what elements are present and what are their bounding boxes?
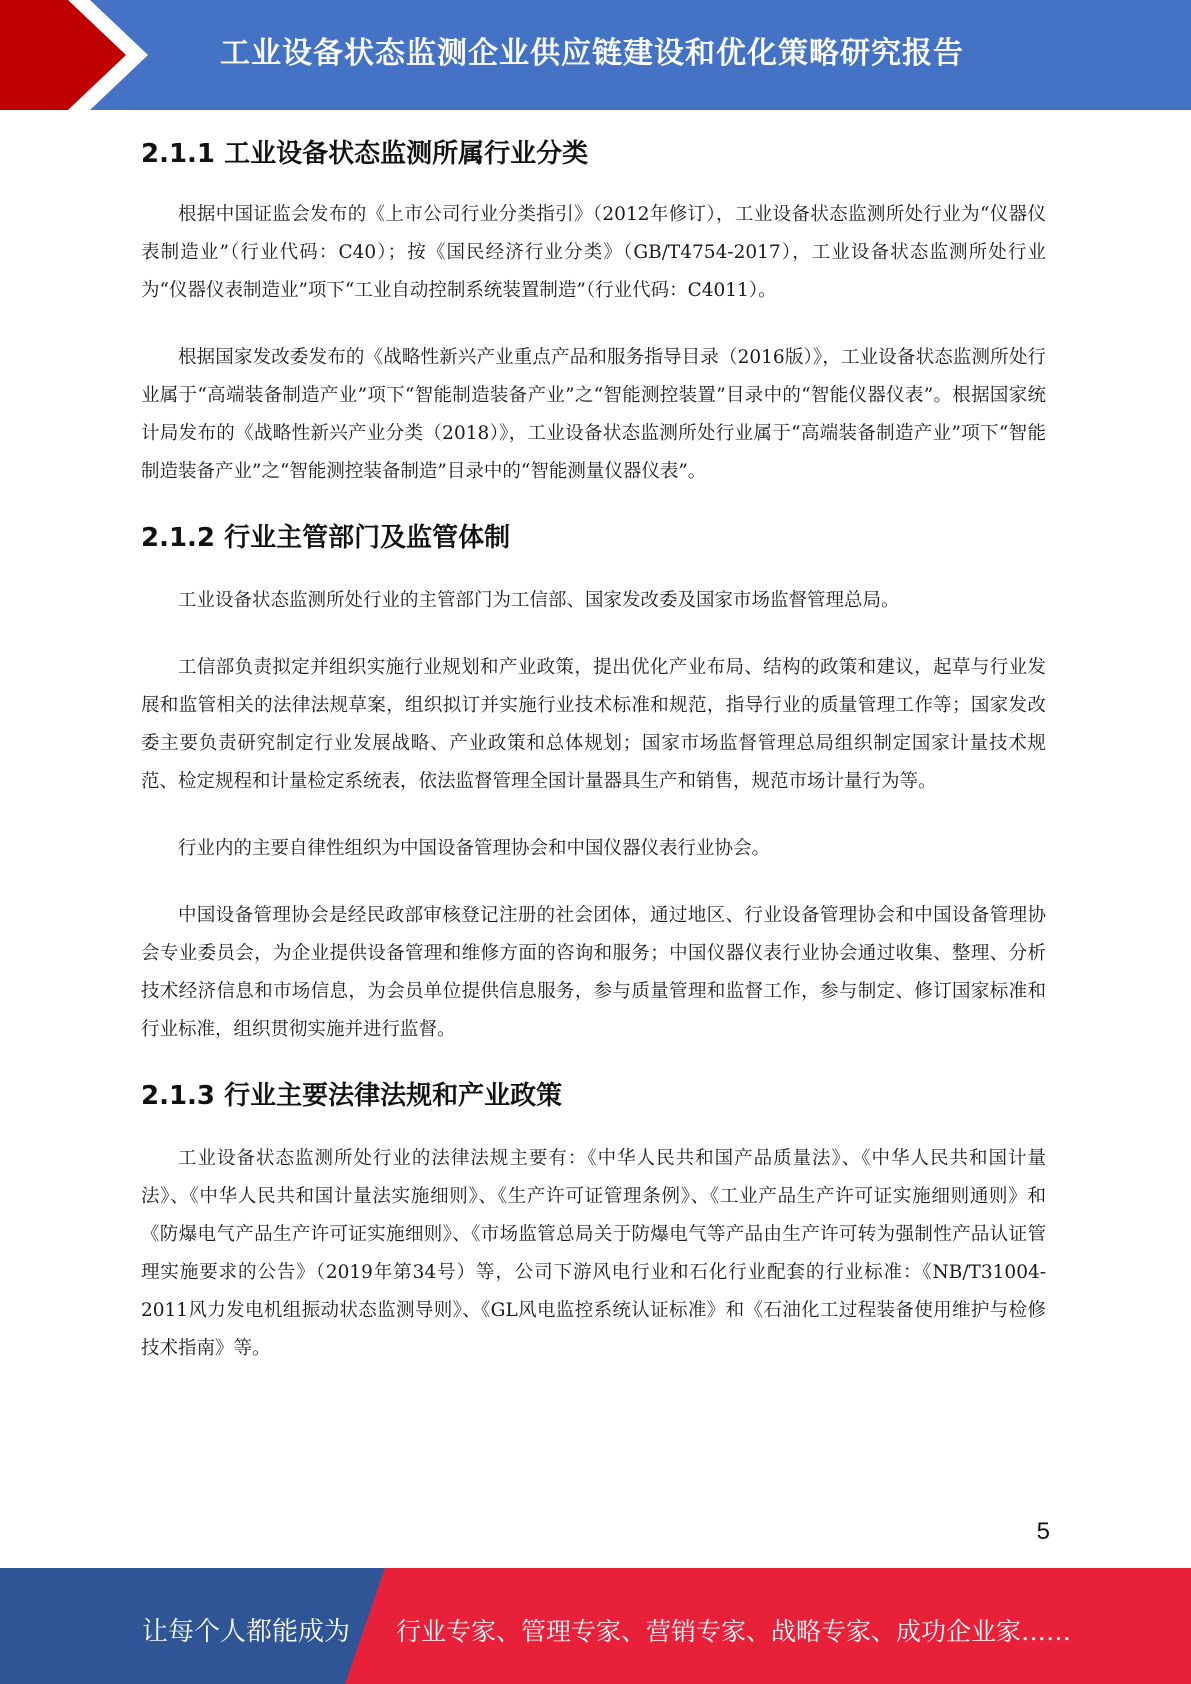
footer-slogan-right: 行业专家、管理专家、营销专家、战略专家、成功企业家…… — [396, 1617, 1072, 1646]
page-number: 5 — [1036, 1518, 1050, 1545]
section-heading-2-1-2: 2.1.2 行业主管部门及监管体制 — [141, 523, 511, 553]
paragraph: 工信部负责拟定并组织实施行业规划和产业政策，提出优化产业布局、结构的政策和建议，起草与行业发展和监管相关的法律法规草案，组织拟订并实施行业技术标准和规范，指导行业的质量管理工作等；国家发改委主要负责研究制定行业发展战略、产业政策和总体规划；国家市场监督管理总局组织制定国家计量技术规范、检定规程和计量检定系统表，依法监督管理全国计量器具生产和销售，规范市场计量行为等。 — [141, 657, 1046, 792]
footer-slogan-left: 让每个人都能成为 — [142, 1617, 351, 1647]
section-heading-2-1-3: 2.1.3 行业主要法律法规和产业政策 — [141, 1081, 563, 1111]
paragraph: 行业内的主要自律性组织为中国设备管理协会和中国仪器仪表行业协会。 — [178, 838, 771, 859]
paragraph: 中国设备管理协会是经民政部审核登记注册的社会团体，通过地区、行业设备管理协会和中国设备管理协会专业委员会，为企业提供设备管理和维修方面的咨询和服务；中国仪器仪表行业协会通过收集、整理、分析技术经济信息和市场信息，为会员单位提供信息服务，参与质量管理和监督工作，参与制定、修订国家标准和行业标准，组织贯彻实施并进行监督。 — [141, 905, 1046, 1040]
paragraph: 工业设备状态监测所处行业的法律法规主要有：《中华人民共和国产品质量法》、《中华人民共和国计量法》、《中华人民共和国计量法实施细则》、《生产许可证管理条例》、《工业产品生产许可证实施细则通则》和《防爆电气产品生产许可证实施细则》、《市场监管总局关于防爆电气等产品由生产许可转为强制性产品认证管理实施要求的公告》（2019年第34号）等，公司下游风电行业和石化行业配套的行业标准：《NB/T31004-2011风力发电机组振动状态监测导则》、《GL风电监控系统认证标准》和《石油化工过程装备使用维护与检修技术指南》等。 — [141, 1148, 1046, 1359]
section-heading-2-1-1: 2.1.1 工业设备状态监测所属行业分类 — [141, 139, 589, 169]
page-footer — [0, 1568, 1191, 1684]
paragraph: 根据国家发改委发布的《战略性新兴产业重点产品和服务指导目录（2016版）》，工业设备状态监测所处行业属于“高端装备制造产业”项下“智能制造装备产业”之“智能测控装置”目录中的“智能仪器仪表”。根据国家统计局发布的《战略性新兴产业分类（2018）》，工业设备状态监测所处行业属于“高端装备制造产业”项下“智能制造装备产业”之“智能测控装备制造”目录中的“智能测量仪器仪表”。 — [141, 347, 1046, 482]
report-title: 工业设备状态监测企业供应链建设和优化策略研究报告 — [220, 36, 964, 71]
paragraph: 工业设备状态监测所处行业的主管部门为工信部、国家发改委及国家市场监督管理总局。 — [178, 590, 900, 611]
paragraph: 根据中国证监会发布的《上市公司行业分类指引》（2012年修订），工业设备状态监测所处行业为“仪器仪表制造业”（行业代码：C40）；按《国民经济行业分类》（GB/T4754-2017），工业设备状态监测所处行业为“仪器仪表制造业”项下“工业自动控制系统装置制造”（行业代码：C4011）。 — [141, 204, 1046, 301]
page-header — [0, 0, 1191, 110]
header-chevron-decoration — [0, 0, 160, 110]
document-body — [141, 130, 1046, 1368]
